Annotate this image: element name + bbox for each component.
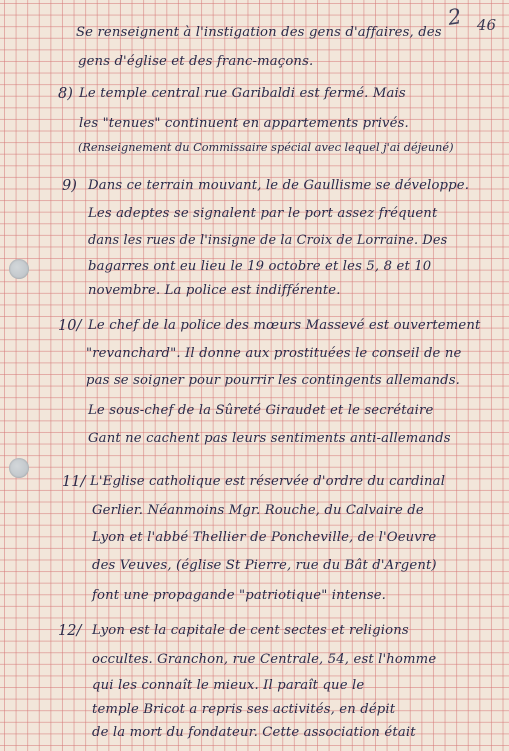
text-line: "revanchard". Il donne aux prostituées le conseil de ne — [86, 346, 462, 361]
punch-hole-top — [9, 259, 29, 279]
text-line: Le chef de la police des mœurs Massevé est ouvertement — [88, 318, 481, 333]
text-line: occultes. Granchon, rue Centrale, 54, est l'homme — [92, 652, 437, 667]
item-number: 9) — [62, 178, 77, 194]
item-number: 8) — [58, 86, 73, 102]
punch-hole-bottom — [9, 458, 29, 478]
text-line: bagarres ont eu lieu le 19 octobre et les 5, 8 et 10 — [88, 259, 432, 274]
text-line: Lyon et l'abbé Thellier de Poncheville, de l'Oeuvre — [92, 530, 437, 545]
item-number: 11/ — [62, 474, 86, 490]
text-line: Dans ce terrain mouvant, le de Gaullisme se développe. — [88, 178, 470, 193]
text-line: temple Bricot a repris ses activités, en dépit — [92, 702, 396, 717]
text-line: pas se soigner pour pourrir les contingents allemands. — [86, 373, 461, 388]
text-line: qui les connaît le mieux. Il paraît que le — [92, 678, 365, 693]
page-number: 46 — [476, 16, 496, 34]
item-number: 12/ — [58, 623, 82, 639]
text-line: L'Eglise catholique est réservée d'ordre du cardinal — [90, 474, 446, 489]
text-line: de la mort du fondateur. Cette association était — [92, 725, 416, 740]
text-line: (Renseignement du Commissaire spécial avec lequel j'ai déjeuné) — [78, 141, 454, 154]
text-line: Gant ne cachent pas leurs sentiments anti-allemands — [88, 431, 451, 446]
page-mark: 2 — [446, 4, 463, 30]
text-line: Le temple central rue Garibaldi est fermé. Mais — [79, 86, 406, 101]
text-line: des Veuves, (église St Pierre, rue du Bât d'Argent) — [92, 558, 437, 573]
text-line: Lyon est la capitale de cent sectes et religions — [92, 623, 409, 638]
text-line: gens d'église et des franc-maçons. — [78, 54, 314, 69]
text-line: dans les rues de l'insigne de la Croix de Lorraine. Des — [88, 233, 448, 248]
text-line: Gerlier. Néanmoins Mgr. Rouche, du Calvaire de — [92, 503, 424, 518]
text-line: Se renseignent à l'instigation des gens d'affaires, des — [76, 25, 442, 40]
text-line: novembre. La police est indifférente. — [88, 283, 341, 298]
item-number: 10/ — [58, 318, 82, 334]
text-line: Les adeptes se signalent par le port assez fréquent — [88, 206, 438, 221]
text-line: font une propagande "patriotique" intense. — [92, 588, 387, 603]
text-line: les "tenues" continuent en appartements privés. — [79, 116, 409, 131]
text-line: Le sous-chef de la Sûreté Giraudet et le secrétaire — [88, 403, 434, 418]
